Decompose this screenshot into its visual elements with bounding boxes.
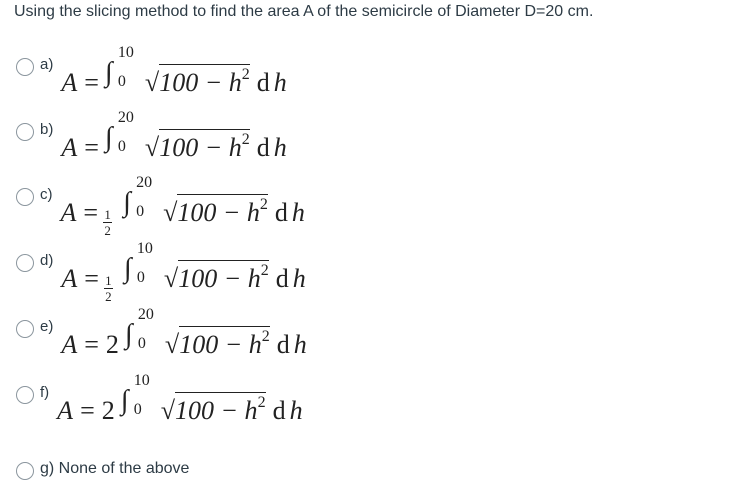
- exponent: 2: [241, 131, 250, 148]
- fraction: [104, 274, 113, 303]
- differential: d: [272, 396, 286, 425]
- coefficient: 2: [105, 330, 119, 359]
- integral-sign: ∫ 20 0: [124, 306, 154, 352]
- integral-sign: ∫ 20 0: [123, 174, 153, 220]
- exponent: 2: [241, 66, 250, 83]
- square-root: √ $100 - h^2$: [160, 394, 266, 425]
- radicand: 100 − h: [159, 133, 242, 162]
- differential: d: [256, 133, 270, 162]
- exponent: 2: [260, 262, 269, 279]
- upper-limit: 20: [136, 174, 153, 191]
- variable: h: [273, 68, 287, 97]
- integral-sign: ∫ 20 0: [104, 109, 134, 155]
- lower-limit: 0: [133, 401, 142, 418]
- variable: h: [293, 330, 307, 359]
- fraction-denominator: 2: [105, 289, 112, 304]
- formula: [57, 372, 303, 426]
- lower-limit: 0: [117, 138, 126, 155]
- exponent: 2: [261, 328, 270, 345]
- upper-limit: 20: [137, 306, 154, 323]
- equals-sign: =: [80, 396, 95, 425]
- upper-limit: 10: [117, 44, 134, 61]
- variable: h: [292, 264, 306, 293]
- option-letter: b): [40, 121, 54, 138]
- formula: [61, 44, 287, 98]
- option-f[interactable]: [16, 372, 303, 425]
- square-root: √ $100 - h^2$: [144, 66, 250, 97]
- radio-button[interactable]: [16, 386, 34, 404]
- question-text: Using the slicing method to find the area A of the semicircle of Diameter D=20 cm.: [14, 3, 594, 20]
- formula: [61, 109, 287, 163]
- exponent: 2: [257, 394, 266, 411]
- option-a[interactable]: [16, 44, 287, 97]
- area-symbol: A: [61, 133, 78, 162]
- option-d[interactable]: [16, 240, 306, 304]
- square-root: √ $100 - h^2$: [163, 262, 269, 293]
- formula: [61, 306, 307, 360]
- area-symbol: A: [57, 396, 74, 425]
- option-e[interactable]: [16, 306, 307, 359]
- variable: h: [291, 198, 305, 227]
- radicand: 100 − h: [179, 330, 262, 359]
- formula: [61, 240, 306, 305]
- fraction: [103, 208, 112, 237]
- radicand: 100 − h: [178, 264, 261, 293]
- area-symbol: A: [61, 330, 78, 359]
- equals-sign: =: [83, 198, 99, 227]
- radio-button[interactable]: [16, 58, 34, 76]
- square-root: √ $100 - h^2$: [163, 196, 268, 227]
- coefficient: 2: [101, 396, 115, 425]
- radio-button[interactable]: [16, 320, 34, 338]
- equals-sign: =: [84, 133, 99, 162]
- lower-limit: 0: [136, 203, 145, 220]
- radio-button[interactable]: [16, 254, 34, 272]
- lower-limit: 0: [117, 73, 126, 90]
- equals-sign: =: [84, 264, 99, 293]
- option-letter: f): [40, 384, 50, 401]
- radicand: 100 − h: [175, 396, 258, 425]
- lower-limit: 0: [137, 335, 146, 352]
- exponent: 2: [259, 196, 268, 213]
- integral-sign: ∫ 10 0: [123, 240, 153, 286]
- upper-limit: 20: [117, 109, 134, 126]
- area-symbol: A: [61, 68, 78, 97]
- option-letter: c): [40, 186, 53, 203]
- equals-sign: =: [84, 330, 99, 359]
- radicand: 100 − h: [159, 68, 242, 97]
- integral-sign: ∫ 10 0: [104, 44, 134, 90]
- fraction-denominator: 2: [104, 223, 111, 238]
- variable: h: [273, 133, 287, 162]
- upper-limit: 10: [133, 372, 150, 389]
- fraction-numerator: 1: [104, 207, 111, 222]
- differential: d: [274, 198, 288, 227]
- upper-limit: 10: [136, 240, 153, 257]
- option-letter: d): [40, 252, 54, 269]
- integral-sign: ∫ 10 0: [120, 372, 150, 418]
- square-root: √ $100 - h^2$: [164, 328, 270, 359]
- option-letter: e): [40, 318, 54, 335]
- fraction-numerator: 1: [105, 273, 112, 288]
- differential: d: [276, 330, 290, 359]
- radio-button[interactable]: [16, 462, 34, 480]
- lower-limit: 0: [136, 269, 145, 286]
- equals-sign: =: [84, 68, 99, 97]
- radio-button[interactable]: [16, 123, 34, 141]
- option-g[interactable]: [16, 451, 189, 487]
- option-c[interactable]: [16, 174, 305, 238]
- area-symbol: A: [60, 198, 77, 227]
- variable: h: [289, 396, 303, 425]
- option-label: g) None of the above: [40, 460, 190, 477]
- option-b[interactable]: [16, 109, 287, 162]
- radicand: 100 − h: [177, 198, 260, 227]
- formula: [60, 174, 305, 239]
- radio-button[interactable]: [16, 188, 34, 206]
- square-root: √ $100 - h^2$: [144, 131, 250, 162]
- area-symbol: A: [61, 264, 78, 293]
- differential: d: [275, 264, 289, 293]
- differential: d: [256, 68, 270, 97]
- option-letter: a): [40, 56, 54, 73]
